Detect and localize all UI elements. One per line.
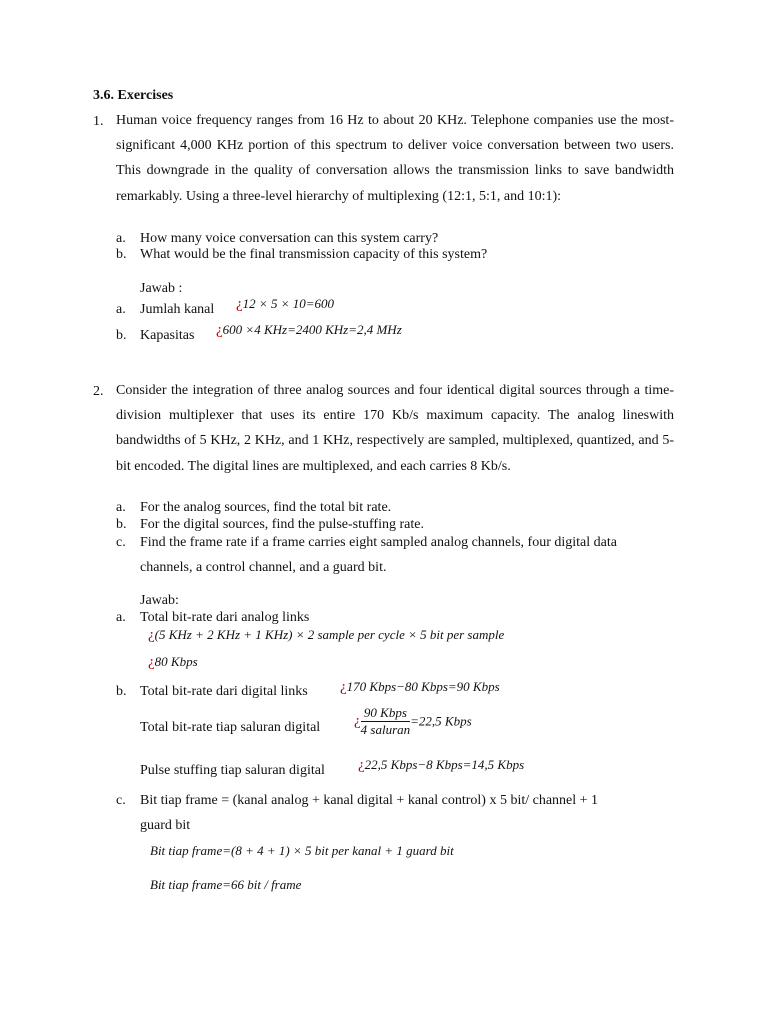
q2-ans-c-formula-1: Bit tiap frame=(8 + 4 + 1) × 5 bit per kanal + 1 guard bit: [150, 843, 454, 858]
q2-ans-c-text-line1: Bit tiap frame = (kanal analog + kanal digital + kanal control) x 5 bit/ channel + 1: [140, 793, 599, 808]
q1-ans-a-label: a.: [116, 302, 126, 317]
q1-jawab: Jawab :: [140, 281, 183, 296]
inverted-question-mark: ¿: [354, 713, 361, 729]
inverted-question-mark: ¿: [236, 296, 243, 312]
q2-a-label: a.: [116, 500, 126, 515]
q2-ans-a-formula-2: [148, 654, 198, 671]
q2-number: 2.: [93, 384, 104, 399]
q2-ans-b-expression-1: 170 Kbps−80 Kbps=90 Kbps: [346, 679, 500, 694]
inverted-question-mark: ¿: [148, 654, 155, 670]
q2-ans-a-expression-1: (5 KHz + 2 KHz + 1 KHz) × 2 sample per cycle × 5 bit per sample: [154, 627, 505, 642]
q2-ans-b-expression-3: 22,5 Kbps−8 Kbps=14,5 Kbps: [364, 757, 525, 772]
q2-ans-a-formula-1: [148, 627, 504, 644]
q2-ans-a-text: Total bit-rate dari analog links: [140, 610, 310, 625]
q2-ans-b-formula-3: [358, 757, 524, 774]
q2-ans-b-formula-2: [354, 705, 472, 738]
q2-c-text-line2: channels, a control channel, and a guard bit.: [140, 560, 387, 575]
q2-ans-c-text-line2: guard bit: [140, 818, 191, 833]
q2-ans-c-label: c.: [116, 793, 126, 808]
q1-number: 1.: [93, 114, 104, 129]
inverted-question-mark: ¿: [340, 679, 347, 695]
q2-b-text: For the digital sources, find the pulse-stuffing rate.: [140, 517, 424, 532]
q1-b-label: b.: [116, 247, 127, 262]
section-title: 3.6. Exercises: [93, 88, 174, 103]
inverted-question-mark: ¿: [358, 757, 365, 773]
q2-ans-b-text-3: Pulse stuffing tiap saluran digital: [140, 763, 325, 778]
inverted-question-mark: ¿: [216, 322, 223, 338]
q1-ans-b-label: b.: [116, 328, 127, 343]
q2-ans-b-text-2: Total bit-rate tiap saluran digital: [140, 720, 321, 735]
fraction-numerator: 90 Kbps: [361, 705, 410, 722]
q2-ans-b-text: Total bit-rate dari digital links: [140, 684, 308, 699]
q2-text: Consider the integration of three analog sources and four identical digital sources through a time-division multiplexer that uses its entire 170 Kb/s maximum capacity. The analog lineswith bandwidths of 5 KHz, 2 KHz, and 1 KHz, respectively are sampled, multiplexed, quantized, and 5-bit encoded. The digital lines are multiplexed, and each carries 8 Kb/s.: [116, 383, 674, 474]
fraction: [361, 705, 410, 738]
q1-ans-b-formula: [216, 322, 402, 339]
q2-c-text-line1: Find the frame rate if a frame carries eight sampled analog channels, four digital data: [140, 535, 617, 550]
q1-b-text: What would be the final transmission capacity of this system?: [140, 247, 488, 262]
q2-ans-a-label: a.: [116, 610, 126, 625]
q2-b-label: b.: [116, 517, 127, 532]
q2-c-label: c.: [116, 535, 126, 550]
q2-jawab: Jawab:: [140, 593, 179, 608]
q2-ans-b-expression-2: =22,5 Kbps: [410, 713, 472, 729]
q1-ans-b-expression: 600 ×4 KHz=2400 KHz=2,4 MHz: [222, 322, 402, 337]
q1-ans-a-expression: 12 × 5 × 10=600: [242, 296, 334, 311]
q2-a-text: For the analog sources, find the total bit rate.: [140, 500, 392, 515]
inverted-question-mark: ¿: [148, 627, 155, 643]
q1-ans-a-text: Jumlah kanal: [140, 302, 215, 317]
q1-ans-b-text: Kapasitas: [140, 328, 195, 343]
q2-ans-b-formula-1: [340, 679, 500, 696]
fraction-denominator: 4 saluran: [360, 722, 411, 737]
q1-text: Human voice frequency ranges from 16 Hz to about 20 KHz. Telephone companies use the most-significant 4,000 KHz portion of this spectrum to deliver voice conversation between two users. This downgrade in the quality of conversation allows the transmission links to save bandwidth remarkably. Using a three-level hierarchy of multiplexing (12:1, 5:1, and 10:1):: [116, 113, 674, 204]
q1-ans-a-formula: [236, 296, 334, 313]
q1-a-text: How many voice conversation can this system carry?: [140, 231, 439, 246]
q1-a-label: a.: [116, 231, 126, 246]
q2-ans-a-expression-2: 80 Kbps: [154, 654, 198, 669]
q2-ans-c-formula-2: Bit tiap frame=66 bit / frame: [150, 877, 302, 892]
q2-ans-b-label: b.: [116, 684, 127, 699]
